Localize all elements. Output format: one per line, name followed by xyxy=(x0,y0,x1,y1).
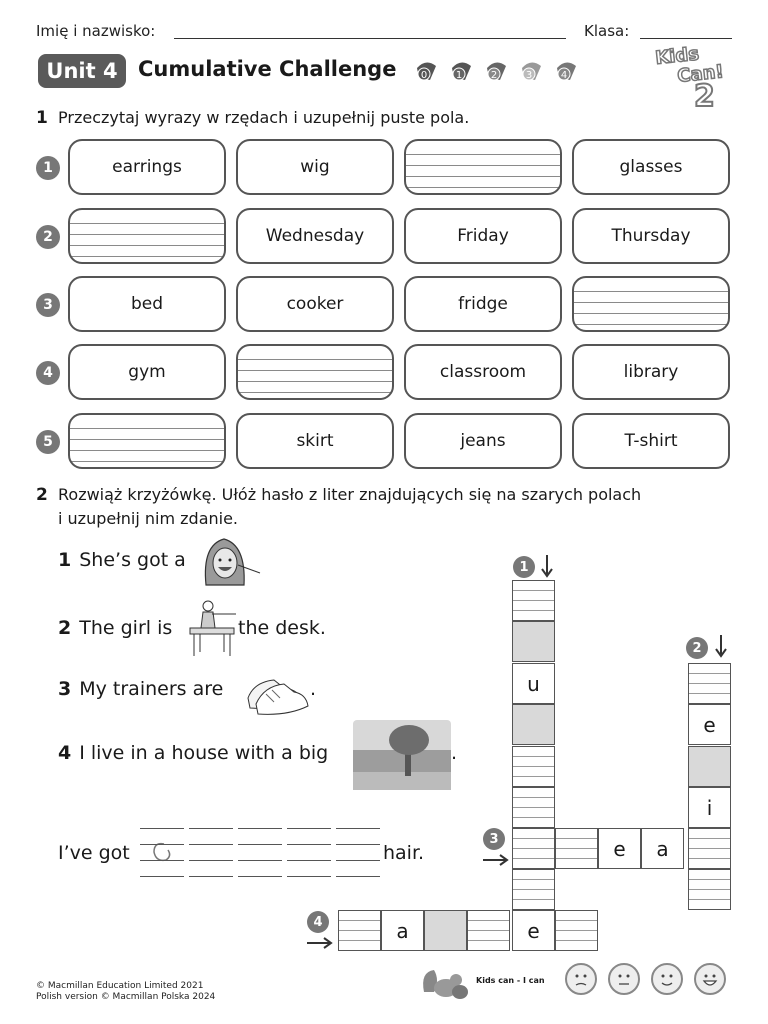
crossword-cell[interactable]: e xyxy=(598,828,641,869)
crossword-cell[interactable]: e xyxy=(688,704,731,745)
word-card: T-shirt xyxy=(572,413,730,469)
crossword-cell[interactable] xyxy=(512,621,555,662)
clue-text: She’s got a xyxy=(79,549,186,571)
face-smile-icon[interactable] xyxy=(651,963,683,995)
crossword-number-2: 2 xyxy=(686,637,708,659)
acorn-icon-4 xyxy=(557,62,576,81)
clue-text: The girl is xyxy=(79,617,173,639)
crossword-cell[interactable] xyxy=(688,828,731,869)
crossword-cell[interactable] xyxy=(512,869,555,910)
acorn-label: 4 xyxy=(560,70,568,81)
crossword-number-4: 4 xyxy=(307,911,329,933)
final-sentence-start: I’ve got xyxy=(58,842,130,864)
name-field[interactable] xyxy=(174,38,566,39)
acorn-label: 1 xyxy=(455,70,463,81)
crossword-cell[interactable] xyxy=(512,580,555,621)
logo-text-kids: Kids xyxy=(654,43,701,69)
word-card: library xyxy=(572,344,730,400)
crossword-cell[interactable] xyxy=(512,704,555,745)
crossword-cell[interactable] xyxy=(555,910,598,951)
crossword-cell[interactable] xyxy=(688,869,731,910)
clue-number: 3 xyxy=(58,678,72,700)
copyright-line-1: © Macmillan Education Limited 2021 xyxy=(36,981,204,991)
acorn-icon-1 xyxy=(452,62,471,81)
hint-swirl-icon xyxy=(144,838,180,868)
crossword-cell[interactable] xyxy=(338,910,381,951)
logo-text-can: Can! xyxy=(676,61,725,87)
word-card: bed xyxy=(68,276,226,332)
blank-word-field[interactable] xyxy=(68,208,226,264)
crossword-cell[interactable]: a xyxy=(641,828,684,869)
task1-instruction: Przeczytaj wyrazy w rzędach i uzupełnij puste pola. xyxy=(58,108,470,127)
blank-word-field[interactable] xyxy=(572,276,730,332)
word-card: Friday xyxy=(404,208,562,264)
task2-instruction-line2: i uzupełnij nim zdanie. xyxy=(58,509,239,528)
kids-can-logo xyxy=(652,42,736,108)
name-label: Imię i nazwisko: xyxy=(36,22,156,40)
clue-3 xyxy=(58,678,223,700)
class-field[interactable] xyxy=(640,38,732,39)
girl-on-desk-picture xyxy=(186,598,238,660)
row-number-3: 3 xyxy=(36,293,60,317)
face-neutral-icon[interactable] xyxy=(608,963,640,995)
crossword-cell[interactable]: a xyxy=(381,910,424,951)
word-card: Thursday xyxy=(572,208,730,264)
arrow-right-icon xyxy=(482,852,510,871)
arrow-down-icon xyxy=(714,634,728,662)
clue-number: 1 xyxy=(58,549,72,571)
clue-text: My trainers are xyxy=(79,678,224,700)
wig-picture xyxy=(200,535,262,589)
row-number-4: 4 xyxy=(36,361,60,385)
clue-1 xyxy=(58,549,186,571)
crossword-cell[interactable] xyxy=(512,787,555,828)
trainers-picture xyxy=(244,668,310,718)
acorn-icon-0 xyxy=(417,62,436,81)
word-card: classroom xyxy=(404,344,562,400)
kids-can-label: Kids can - I can xyxy=(476,976,545,985)
task2-number: 2 xyxy=(36,485,48,505)
row-number-2: 2 xyxy=(36,225,60,249)
crossword-cell[interactable] xyxy=(688,663,731,704)
clue-3-end: . xyxy=(310,678,317,700)
crossword-cell[interactable] xyxy=(512,828,555,869)
crossword-cell[interactable] xyxy=(467,910,510,951)
page-title: Cumulative Challenge xyxy=(138,57,397,81)
crossword-number-1: 1 xyxy=(513,556,535,578)
task1-number: 1 xyxy=(36,108,48,128)
word-card: glasses xyxy=(572,139,730,195)
logo-text-num: 2 xyxy=(694,79,715,108)
acorn-icon-3 xyxy=(522,62,541,81)
row-number-5: 5 xyxy=(36,430,60,454)
garden-picture xyxy=(353,720,451,790)
arrow-right-icon xyxy=(306,935,334,954)
word-card: jeans xyxy=(404,413,562,469)
acorn-label: 3 xyxy=(525,70,533,81)
acorn-label: 2 xyxy=(490,70,498,81)
crossword-cell[interactable]: i xyxy=(688,787,731,828)
acorn-rating xyxy=(414,56,584,84)
word-card: Wednesday xyxy=(236,208,394,264)
word-card: cooker xyxy=(236,276,394,332)
clue-number: 2 xyxy=(58,617,72,639)
blank-word-field[interactable] xyxy=(404,139,562,195)
blank-word-field[interactable] xyxy=(68,413,226,469)
acorn-label: 0 xyxy=(420,70,428,81)
class-label: Klasa: xyxy=(584,22,630,40)
clue-4-end: . xyxy=(451,742,458,764)
face-happy-icon[interactable] xyxy=(694,963,726,995)
clue-number: 4 xyxy=(58,742,72,764)
clue-2-end: the desk. xyxy=(238,617,326,639)
word-card: fridge xyxy=(404,276,562,332)
crossword-cell[interactable] xyxy=(424,910,467,951)
crossword-cell[interactable]: e xyxy=(512,910,555,951)
crossword-cell[interactable]: u xyxy=(512,663,555,704)
squirrel-icon xyxy=(420,962,470,1002)
word-card: skirt xyxy=(236,413,394,469)
clue-2 xyxy=(58,617,172,639)
word-card: gym xyxy=(68,344,226,400)
face-unsure-icon[interactable] xyxy=(565,963,597,995)
clue-text: I live in a house with a big xyxy=(79,742,329,764)
crossword-number-3: 3 xyxy=(483,828,505,850)
copyright-line-2: Polish version © Macmillan Polska 2024 xyxy=(36,992,216,1002)
acorn-icon-2 xyxy=(487,62,506,81)
row-number-1: 1 xyxy=(36,156,60,180)
word-card: wig xyxy=(236,139,394,195)
crossword-cell[interactable] xyxy=(555,828,598,869)
unit-badge: Unit 4 xyxy=(38,54,126,88)
crossword-cell[interactable] xyxy=(512,746,555,787)
blank-word-field[interactable] xyxy=(236,344,394,400)
task2-instruction-line1: Rozwiąż krzyżówkę. Ułóż hasło z liter znajdujących się na szarych polach xyxy=(58,485,642,504)
final-sentence-end: hair. xyxy=(383,842,425,864)
word-card: earrings xyxy=(68,139,226,195)
arrow-down-icon xyxy=(540,554,554,582)
clue-4 xyxy=(58,742,328,764)
crossword-cell[interactable] xyxy=(688,746,731,787)
